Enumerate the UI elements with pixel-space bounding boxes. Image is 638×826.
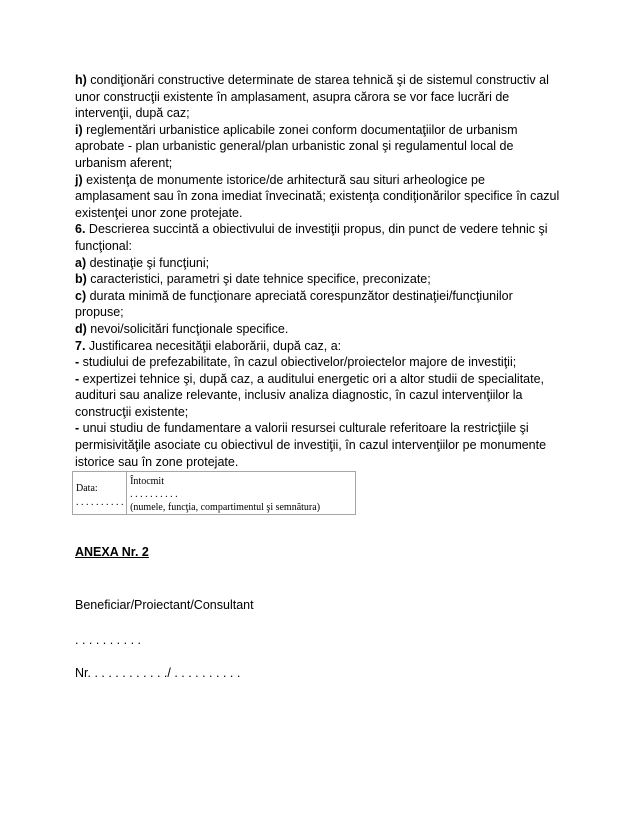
- text-line: [75, 205, 559, 222]
- text-line: [75, 72, 559, 89]
- prepared-by-value: . . . . . . . . . .: [130, 489, 178, 500]
- line-text: intervenţii, după caz;: [75, 106, 190, 121]
- line-text: nevoi/solicitări funcţionale specifice.: [90, 321, 289, 336]
- line-text: reglementări urbanistice aplicabile zonei conform documentaţiilor de urbanism: [86, 122, 518, 137]
- line-text: destinaţie şi funcţiuni;: [89, 255, 210, 270]
- text-line: [75, 387, 559, 404]
- text-line: [75, 288, 559, 305]
- signature-table: [72, 471, 356, 515]
- signature-row: [73, 472, 356, 515]
- text-line: [75, 304, 559, 321]
- text-line: [75, 371, 559, 388]
- text-line: [75, 172, 559, 189]
- line-text: unui studiu de fundamentare a valorii resursei culturale referitoare la restricţiile şi: [82, 421, 529, 436]
- line-text: caracteristici, parametri şi date tehnice specifice, preconizate;: [90, 272, 431, 287]
- item-label: b): [75, 272, 87, 287]
- text-line: [75, 89, 559, 106]
- line-text: audituri sau analize relevante, inclusiv analiza diagnostic, în cazul intervenţiilor la: [75, 388, 523, 403]
- text-line: [75, 454, 559, 471]
- line-text: unor construcţii existente în amplasament, asupra cărora se vor face lucrări de: [75, 89, 510, 104]
- annex-title: ANEXA Nr. 2: [75, 545, 149, 559]
- text-line: [75, 271, 559, 288]
- text-line: [75, 404, 559, 421]
- line-text: Justificarea necesităţii elaborării, după caz, a:: [88, 338, 342, 353]
- item-label: a): [75, 255, 87, 270]
- item-label: c): [75, 288, 87, 303]
- text-line: [75, 354, 559, 371]
- line-text: construcţii existente;: [75, 404, 189, 419]
- date-label: Data:: [76, 483, 98, 494]
- text-line: [75, 238, 559, 255]
- text-line: [75, 321, 559, 338]
- item-label: 7.: [75, 338, 86, 353]
- prepared-by-label: Întocmit: [130, 476, 164, 487]
- line-text: condiţionări constructive determinate de starea tehnică şi de sistemul constructiv al: [90, 73, 549, 87]
- line-text: funcţional:: [75, 238, 132, 253]
- line-text: permisivităţile asociate cu obiectivul de investiţii, în cazul intervenţiilor pe monumente: [75, 438, 547, 453]
- date-value: . . . . . . . . . .: [76, 497, 124, 508]
- line-text: istorice sau în zone protejate.: [75, 454, 239, 469]
- line-text: propuse;: [75, 305, 124, 320]
- text-line: [75, 420, 559, 437]
- line-text: expertizei tehnice şi, după caz, a auditului energetic ori a altor studii de specialitate,: [82, 371, 545, 386]
- item-label: i): [75, 122, 83, 137]
- item-label: -: [75, 355, 80, 370]
- issuer-value: . . . . . . . . . .: [75, 633, 141, 647]
- text-line: [75, 437, 559, 454]
- registration-number: Nr. . . . . . . . . . . ./ . . . . . . . . . .: [75, 666, 241, 680]
- line-text: aprobate - plan urbanistic general/plan urbanistic zonal şi regulamentul local de: [75, 139, 514, 154]
- text-line: [75, 255, 559, 272]
- line-text: durata minimă de funcţionare apreciată corespunzător destinaţiei/funcţiunilor: [89, 288, 513, 303]
- prepared-by-hint: (numele, funcţia, compartimentul şi semnătura): [130, 502, 321, 513]
- text-line: [75, 105, 559, 122]
- line-text: existenţa de monumente istorice/de arhitectură sau situri arheologice pe: [86, 172, 485, 187]
- body-text: [75, 72, 559, 470]
- prepared-by-cell: [127, 472, 356, 515]
- line-text: urbanism aferent;: [75, 155, 173, 170]
- item-label: 6.: [75, 222, 86, 237]
- line-text: Descrierea succintă a obiectivului de investiţii propus, din punct de vedere tehnic şi: [88, 222, 548, 237]
- line-text: studiului de prefezabilitate, în cazul obiectivelor/proiectelor majore de investiţii;: [82, 355, 517, 370]
- text-line: [75, 338, 559, 355]
- item-label: -: [75, 371, 80, 386]
- text-line: [75, 155, 559, 172]
- issuer-label: Beneficiar/Proiectant/Consultant: [75, 598, 254, 612]
- text-line: [75, 122, 559, 139]
- item-label: h): [75, 73, 87, 87]
- text-line: [75, 138, 559, 155]
- line-text: existenţei unor zone protejate.: [75, 205, 243, 220]
- text-line: [75, 221, 559, 238]
- item-label: d): [75, 321, 87, 336]
- item-label: j): [75, 172, 83, 187]
- text-line: [75, 188, 559, 205]
- line-text: amplasament sau în zona imediat învecinată; existenţa condiţionărilor specifice în cazul: [75, 189, 560, 204]
- item-label: -: [75, 421, 80, 436]
- date-cell: [73, 472, 127, 515]
